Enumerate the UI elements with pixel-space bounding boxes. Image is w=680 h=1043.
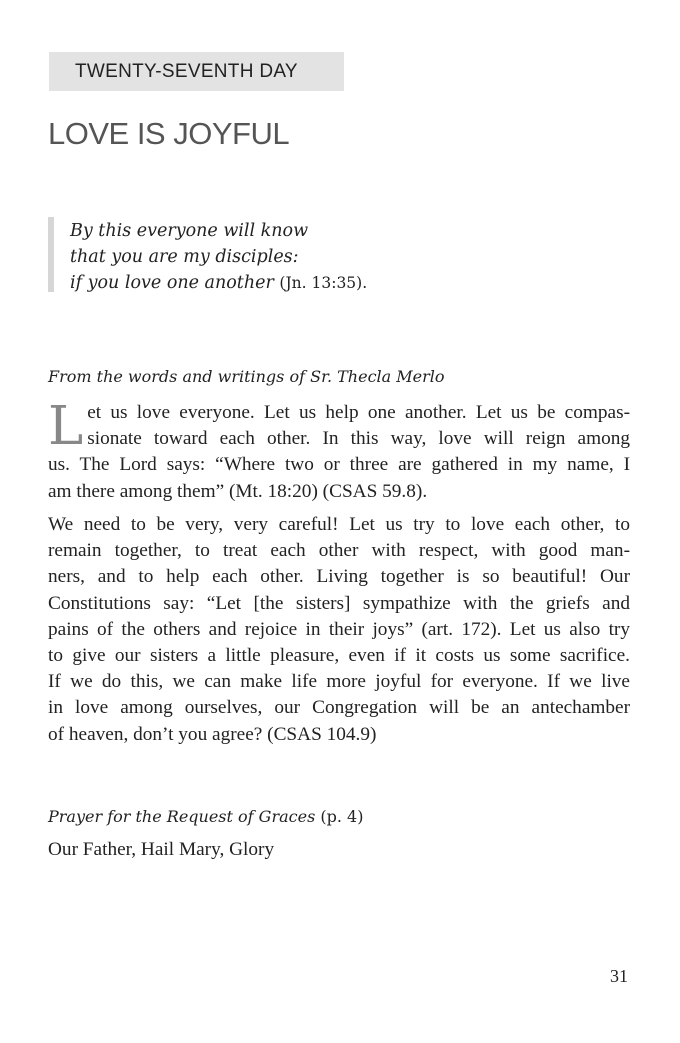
paragraph-line: pains of the others and rejoice in their joys” (art. 172). Let us also try (48, 618, 630, 640)
prayer-title: Prayer for the Request of Graces (48, 807, 316, 826)
paragraph-line: If we do this, we can make life more joyful for everyone. If we live (48, 671, 630, 693)
prayer-page-ref: (p. 4) (320, 807, 364, 826)
paragraph-line: We need to be very, very careful! Let us try to love each other, to (48, 514, 630, 535)
scripture-line-last (70, 270, 367, 296)
paragraph-line: sionate toward each other. In this way, love will reign among (87, 428, 630, 450)
quote-bar (48, 217, 54, 292)
scripture-line: that you are my disciples: (70, 247, 299, 267)
paragraph-2 (48, 512, 630, 748)
paragraph-1 (48, 396, 630, 505)
source-heading: From the words and writings of Sr. Thecla Merlo (48, 367, 445, 386)
page-title: LOVE IS JOYFUL (48, 116, 290, 151)
paragraph-line: am there among them” (Mt. 18:20) (CSAS 59.8). (48, 480, 428, 502)
scripture-line: By this everyone will know (70, 221, 309, 241)
paragraph-line: to give our sisters a little pleasure, even if it costs us some sacrifice. (48, 645, 630, 667)
paragraph-line: ners, and to help each other. Living together is so beautiful! Our (48, 566, 630, 588)
prayer-line: Our Father, Hail Mary, Glory (48, 839, 275, 860)
paragraph-line: in love among ourselves, our Congregation will be an antechamber (48, 697, 630, 719)
scripture-quote (70, 218, 367, 296)
page-number: 31 (610, 966, 628, 986)
paragraph-line: of heaven, don’t you agree? (CSAS 104.9) (48, 723, 377, 745)
prayer-heading (48, 807, 363, 826)
paragraph-line: us. The Lord says: “Where two or three are gathered in my name, I (48, 454, 630, 476)
scripture-line-text: if you love one another (70, 273, 274, 293)
scripture-reference: (Jn. 13:35). (279, 274, 368, 292)
paragraph-line: Constitutions say: “Let [the sisters] sympathize with the griefs and (48, 592, 630, 614)
paragraph-line: et us love everyone. Let us help one another. Let us be compas- (87, 402, 630, 423)
paragraph-line: remain together, to treat each other with respect, with good man- (48, 540, 630, 562)
day-label: TWENTY-SEVENTH DAY (49, 52, 344, 91)
dropcap: L (48, 396, 84, 457)
